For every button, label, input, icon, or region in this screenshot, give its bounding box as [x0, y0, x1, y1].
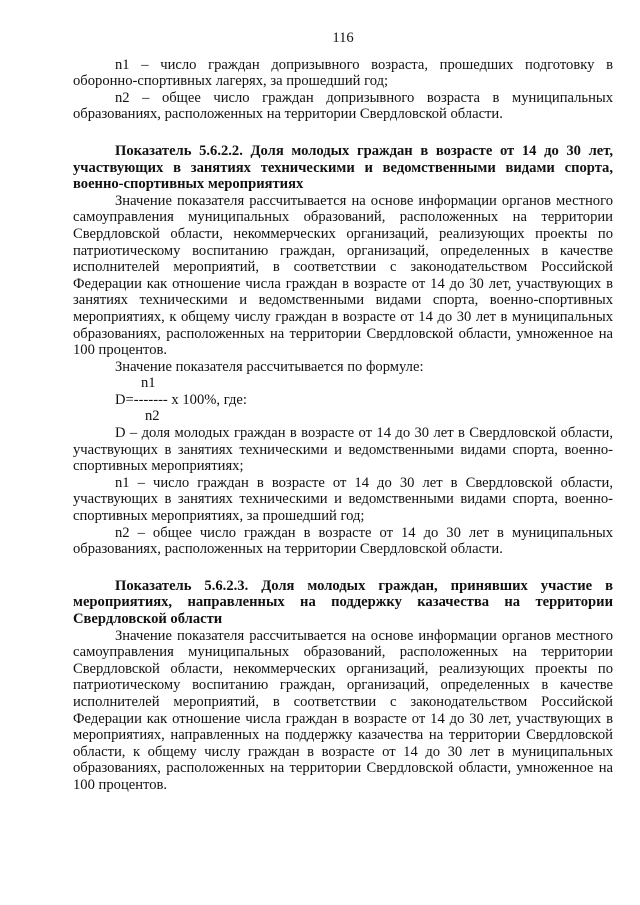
formula-line: D=------- х 100%, где: — [115, 391, 247, 408]
definition-d: D – доля молодых граждан в возрасте от 14 до 30 лет в Свердловской области, участвующих в занятиях техническими и ведомственными видами спорта, военно-спортивных мероприятиях; — [73, 425, 613, 475]
definition-n1: n1 – число граждан в возрасте от 14 до 30 лет в Свердловской области, участвующих в занятиях техническими и ведомственными видами спорта, военно-спортивных мероприятиях, за прошедший год; — [73, 474, 613, 525]
section1-formula-intro: Значение показателя рассчитывается по формуле: — [115, 358, 424, 375]
paragraph-n1-top: n1 – число граждан допризывного возраста, прошедших подготовку в оборонно-спортивных лагерях, за прошедший год; — [73, 56, 613, 90]
formula-denominator: n2 — [145, 408, 160, 425]
definition-n2: n2 – общее число граждан в возрасте от 14 до 30 лет в муниципальных образованиях, расположенных на территории Свердловской области. — [73, 524, 613, 558]
page-number: 116 — [332, 30, 354, 46]
section1-description: Значение показателя рассчитывается на основе информации органов местного самоуправления муниципальных образований, расположенных на территории Свердловской области, некоммерческих организаций, реализующих проекты по патриотическому воспитанию граждан, организаций, определенных в качестве исполнителей мероприятий, в соответствии с законодательством Российской Федерации как отношение числа граждан в возрасте от 14 до 30 лет, участвующих в занятиях техническими и ведомственными видами спорта, военно-спортивных мероприятиях, к общему числу граждан в возрасте от 14 до 30 лет в муниципальных образованиях, расположенных на территории Свердловской области, умноженное на 100 процентов. — [73, 192, 613, 359]
formula-numerator: n1 — [141, 375, 156, 392]
formula-block — [115, 375, 613, 425]
section-heading-5-6-2-2: Показатель 5.6.2.2. Доля молодых граждан в возрасте от 14 до 30 лет, участвующих в занятиях техническими и ведомственными видами спорта, военно-спортивных мероприятиях — [73, 142, 613, 193]
paragraph-n2-top: n2 – общее число граждан допризывного возраста в муниципальных образованиях, расположенных на территории Свердловской области. — [73, 89, 613, 123]
document-page — [73, 30, 613, 794]
section-heading-5-6-2-3: Показатель 5.6.2.3. Доля молодых граждан, принявших участие в мероприятиях, направленных на поддержку казачества на территории Свердловской области — [73, 577, 613, 627]
section2-description: Значение показателя рассчитывается на основе информации органов местного самоуправления муниципальных образований, расположенных на территории Свердловской области, некоммерческих организаций, реализующих проекты по патриотическому воспитанию граждан, организаций, определенных в качестве исполнителей мероприятий, в соответствии с законодательством Российской Федерации как отношение числа граждан в возрасте от 14 до 30 лет, участвующих в мероприятиях, направленных на поддержку казачества на территории Свердловской области, к общему числу граждан в возрасте от 14 до 30 лет в муниципальных образованиях, расположенных на территории Свердловской области, умноженное на 100 процентов. — [73, 627, 613, 793]
